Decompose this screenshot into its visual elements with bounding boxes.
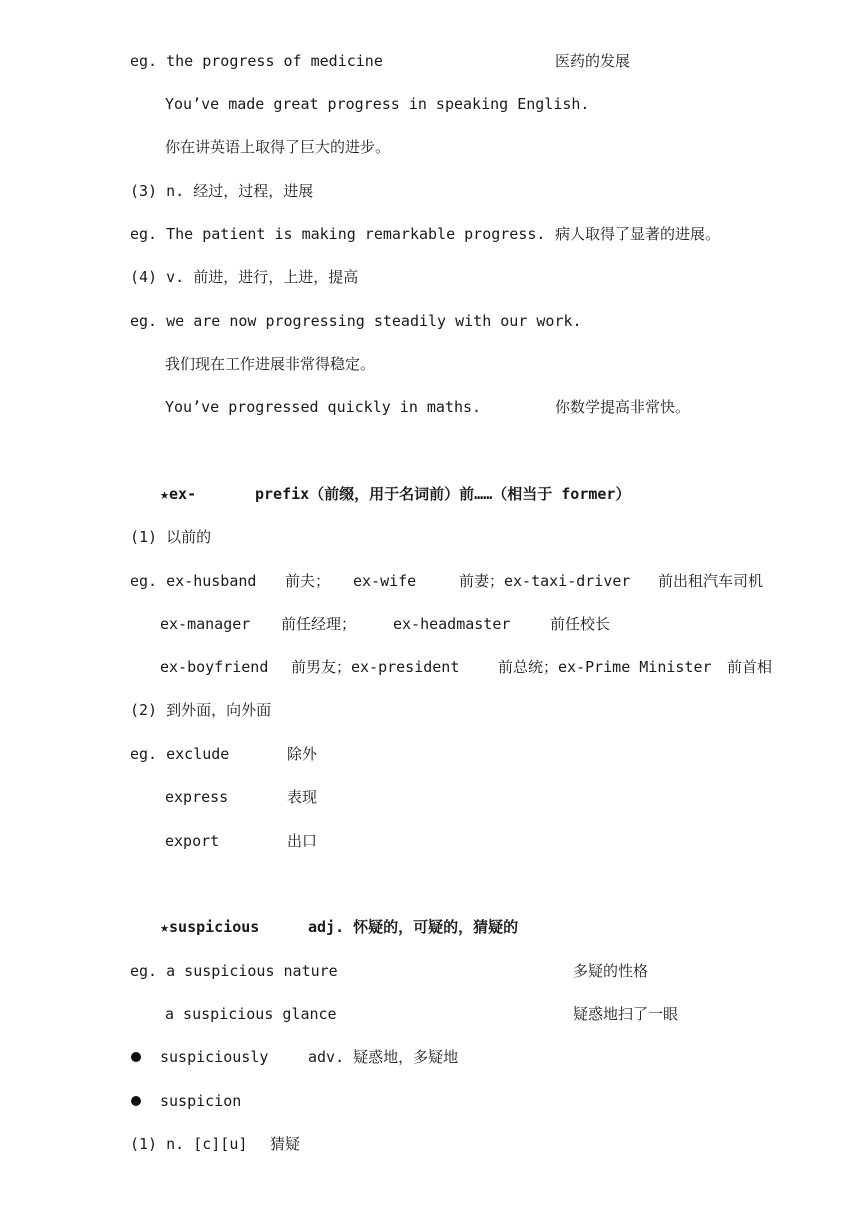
ex-row3-item: 前男友；ex-president (291, 658, 460, 676)
progress-eg4-zh: 我们现在工作进展非常得稳定。 (165, 355, 376, 373)
ex-sense-1: (1) 以前的 (130, 528, 212, 546)
progress-eg1-en: eg. the progress of medicine (130, 52, 383, 70)
ex-row3-item: ex-boyfriend (160, 658, 269, 676)
ex-word-zh: 除外 (287, 745, 318, 763)
ex-word-en: export (165, 832, 220, 850)
bullet1-word: suspiciously (160, 1048, 269, 1066)
ex-word-en: express (165, 788, 229, 806)
ex-row3-item: 前首相 (727, 658, 773, 676)
suspicious-heading-word: ★suspicious (160, 918, 260, 936)
ex-row1-item: 前妻；ex-taxi-driver (459, 572, 631, 590)
bullet-icon (131, 1096, 141, 1106)
progress-eg4-en: eg. we are now progressing steadily with our work. (130, 312, 582, 330)
suspicion-sense-1-zh: 猜疑 (270, 1135, 301, 1153)
ex-word-en: eg. exclude (130, 745, 230, 763)
ex-sense-2: (2) 到外面，向外面 (130, 701, 272, 719)
ex-heading-definition: prefix（前缀，用于名词前）前……（相当于 former） (255, 485, 631, 503)
ex-row3-item: 前总统；ex-Prime Minister (498, 658, 712, 676)
suspicious-eg2-en: a suspicious glance (165, 1005, 337, 1023)
ex-heading-word: ★ex- (160, 485, 197, 503)
suspicious-eg1-zh: 多疑的性格 (573, 962, 649, 980)
suspicious-heading-definition: adj. 怀疑的，可疑的，猜疑的 (308, 918, 519, 936)
progress-eg1-zh: 医药的发展 (555, 52, 631, 70)
progress-eg2-zh: 你在讲英语上取得了巨大的进步。 (165, 138, 391, 156)
ex-row2-item: ex-manager (160, 615, 251, 633)
progress-eg5-en: You’ve progressed quickly in maths. (165, 398, 482, 416)
ex-row2-item: 前任校长 (550, 615, 611, 633)
bullet-icon (131, 1052, 141, 1062)
progress-eg3-zh: 病人取得了显著的进展。 (555, 225, 721, 243)
ex-word-zh: 出口 (287, 832, 318, 850)
suspicious-eg1-en: eg. a suspicious nature (130, 962, 338, 980)
progress-eg3-en: eg. The patient is making remarkable progress. (130, 225, 546, 243)
ex-row2-item: 前任经理； (281, 615, 357, 633)
bullet2-word: suspicion (160, 1092, 242, 1110)
progress-sense-3: (3) n. 经过，过程，进展 (130, 182, 314, 200)
ex-row2-item: ex-headmaster (393, 615, 511, 633)
ex-row1-item: eg. ex-husband (130, 572, 257, 590)
ex-row1-item: 前夫； (285, 572, 331, 590)
ex-row1-item: ex-wife (353, 572, 417, 590)
suspicious-eg2-zh: 疑惑地扫了一眼 (573, 1005, 679, 1023)
progress-eg5-zh: 你数学提高非常快。 (555, 398, 691, 416)
bullet1-definition: adv. 疑惑地，多疑地 (308, 1048, 459, 1066)
progress-sense-4: (4) v. 前进，进行，上进，提高 (130, 268, 359, 286)
suspicion-sense-1: (1) n. [c][u] (130, 1135, 248, 1153)
ex-word-zh: 表现 (287, 788, 318, 806)
progress-eg2-en: You’ve made great progress in speaking English. (165, 95, 590, 113)
ex-row1-item: 前出租汽车司机 (658, 572, 764, 590)
